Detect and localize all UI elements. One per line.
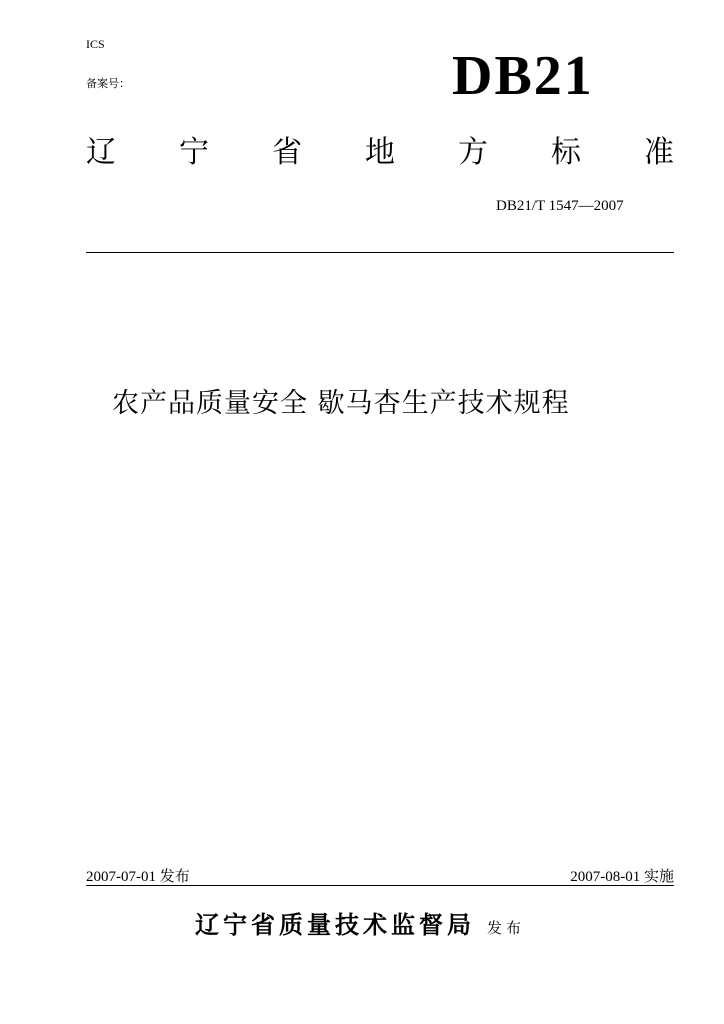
- footer-divider: [86, 885, 674, 886]
- standard-type-char: 辽: [86, 135, 116, 170]
- header-divider: [86, 252, 674, 253]
- standard-type-char: 地: [365, 135, 395, 170]
- db-code: DB21: [452, 45, 594, 107]
- issuer-action: 发布: [487, 919, 526, 937]
- issue-date: 2007-07-01 发布: [86, 869, 190, 885]
- ics-label: ICS: [86, 37, 105, 51]
- document-title: 农产品质量安全 歇马杏生产技术规程: [112, 388, 570, 419]
- issuer-name: 辽宁省质量技术监督局: [195, 910, 475, 939]
- standard-type-char: 标: [551, 135, 581, 170]
- issuer-line: [195, 905, 525, 940]
- standard-type-char: 宁: [179, 135, 209, 170]
- standard-number: DB21/T 1547—2007: [496, 198, 624, 214]
- standard-type-char: 准: [644, 135, 674, 170]
- implementation-date: 2007-08-01 实施: [570, 869, 674, 885]
- record-number-label: 备案号：: [86, 77, 130, 90]
- standard-type: [86, 135, 674, 171]
- standard-type-char: 省: [272, 135, 302, 170]
- standard-type-char: 方: [458, 135, 488, 170]
